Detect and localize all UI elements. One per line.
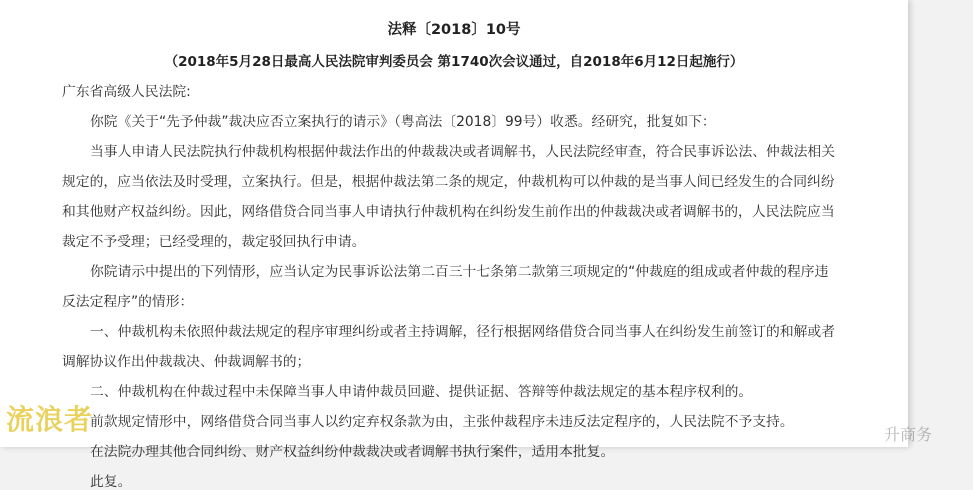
paragraph-line: 当事人申请人民法院执行仲裁机构根据仲裁法作出的仲裁裁决或者调解书，人民法院经审查，符合民事诉讼法、仲裁法相关: [90, 144, 836, 160]
paragraph-line: 规定的，应当依法及时受理，立案执行。但是，根据仲裁法第二条的规定，仲裁机构可以仲裁的是当事人间已经发生的合同纠纷: [62, 174, 835, 190]
paragraph-line: 反法定程序”的情形：: [62, 294, 194, 310]
paragraph-line: 二、仲裁机构在仲裁过程中未保障当事人申请仲裁员回避、提供证据、答辩等仲裁法规定的基本程序权利的。: [90, 384, 753, 400]
watermark-logo-text: 流浪者: [6, 403, 94, 436]
paragraph-line: 和其他财产权益纠纷。因此，网络借贷合同当事人申请执行仲裁机构在纠纷发生前作出的仲裁裁决或者调解书的，人民法院应当: [62, 204, 835, 220]
paragraph-line: 你院请示中提出的下列情形，应当认定为民事诉讼法第二百三十七条第二款第三项规定的“仲裁庭的组成或者仲裁的程序违: [90, 264, 829, 280]
document-subtitle: （2018年5月28日最高人民法院审判委员会 第1740次会议通过，自2018年6月12日起施行）: [164, 54, 744, 70]
document-title: 法释〔2018〕10号: [387, 22, 521, 38]
paragraph-line: 此复。: [90, 474, 132, 490]
paragraph-line: 在法院办理其他合同纠纷、财产权益纠纷仲裁裁决或者调解书执行案件，适用本批复。: [90, 444, 615, 460]
paragraph-line: 一、仲裁机构未依照仲裁法规定的程序审理纠纷或者主持调解，径行根据网络借贷合同当事人在纠纷发生前签订的和解或者: [90, 324, 836, 340]
paragraph-line: 你院《关于“先予仲裁”裁决应否立案执行的请示》（粤高法〔2018〕99号）收悉。经研究，批复如下：: [90, 114, 716, 130]
addressee: 广东省高级人民法院:: [62, 84, 191, 100]
paragraph-line: 裁定不予受理；已经受理的，裁定驳回执行申请。: [62, 234, 366, 250]
paragraph-line: 前款规定情形中，网络借贷合同当事人以约定弃权条款为由，主张仲裁程序未违反法定程序的，人民法院不予支持。: [90, 414, 794, 430]
watermark-corner-text: 升商务: [884, 425, 933, 444]
paragraph-line: 调解协议作出仲裁裁决、仲裁调解书的；: [62, 354, 311, 370]
